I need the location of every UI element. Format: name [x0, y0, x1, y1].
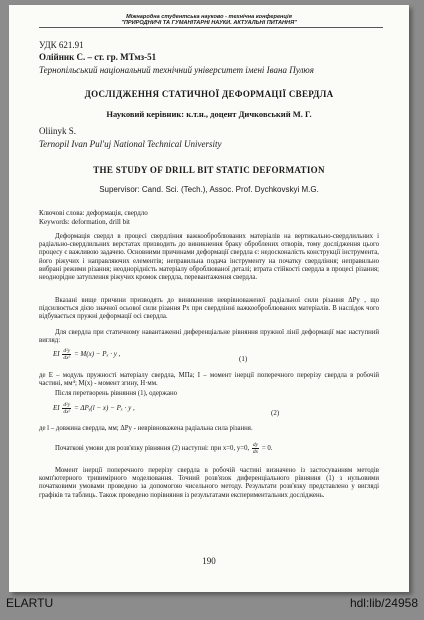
supervisor-ua: Науковий керівник: к.т.н., доцент Дичковський М. Г. [106, 109, 312, 119]
paragraph-length: де l – довжина свердла, мм; ΔPy - неврівноважена радіальна сила різання. [39, 425, 253, 432]
paragraph-symbols: де E – модуль пружності матеріалу свердла, МПа; I – момент інерції поперечного перерізу свердла в робочій частині, мм⁴; M(x) - момент згину, Н·мм. [39, 372, 379, 388]
author-en: Oliinyk S. [39, 126, 77, 136]
supervisor-en: Supervisor: Cand. Sci. (Tech.), Assoc. Prof. Dychkovskyi M.G. [99, 185, 319, 194]
initial-conditions: Початкові умови для розв'язку рівняння (2) наступні: при x=0, y=0, $\frac{dy}{dx}$ = 0. [55, 442, 273, 455]
paragraph-transform: Після перетворень рівняння (1), одержано [55, 390, 177, 397]
keywords-ua: Ключові слова: деформація, свердло [39, 209, 148, 217]
equation-1: EI $\frac{\text{d²y}}{\text{dx²}}$ = M(x) − Pₓ · y , [53, 348, 121, 361]
equation-2: EI $\frac{\text{d²y}}{\text{dx²}}$ = ΔPᵧ(l − x) − Pₓ · y , [53, 402, 135, 415]
page-number: 190 [202, 556, 216, 566]
equation-2-number: (2) [271, 409, 280, 417]
conference-line-1: Міжнародна студентська науково - технічна конференція [126, 14, 292, 20]
conference-line-2: "ПРИРОДНИЧІ ТА ГУМАНІТАРНІ НАУКИ. АКТУАЛЬНІ ПИТАННЯ" [121, 20, 297, 26]
university-en: Ternopil Ivan Pul'uj National Technical University [39, 139, 222, 149]
university-ua: Тернопільський національний технічний університет імені Івана Пулюя [39, 65, 314, 75]
paragraph-radial-force: Вказані вище причини призводять до виникнення неврівноваженої радіальної сили різання ΔPy , що підсилюється дією значної осьової сили різання Px при свердлінні важкооброблюваних матеріалів. В наслідок чого відбувається пружні деформації осі свердла. [39, 297, 379, 321]
header-rule [39, 27, 383, 28]
udc-code: УДК 621.91 [39, 40, 84, 50]
paper-page [9, 5, 409, 592]
author-ua: Олійник С. – ст. гр. МТмз-51 [39, 52, 157, 62]
equation-1-number: (1) [239, 355, 248, 363]
title-en: THE STUDY OF DRILL BIT STATIC DEFORMATION [93, 165, 325, 175]
paragraph-results: Момент інерції поперечного перерізу свердла в робочій частині визначено із застосуванням методів комп'ютерного тривимірного моделювання. Точний розв'язок диференціального рівняння (1) з нульовими початковими умовами проведено за допомогою чисельного методу. Результати розв'язку представлено у вигляді графіків та таблиць. Також проведено порівняння із результатами експериментальних досліджень. [39, 467, 379, 499]
paragraph-differential-equation: Для свердла при статичному навантаженні диференціальне рівняння пружної лінії деформації має наступний вигляд: [39, 329, 379, 345]
footer-left-label: ELARTU [6, 596, 54, 610]
paragraph-causes: Деформація свердл в процесі свердління важкооброблюваних матеріалів на вертикально-свердлильних і радіально-свердлильних верстатах призводить до виникнення браку оброблених отворів, тому дослідження цього процесу є важливою задачею. Основними причинами деформації свердла є: недосконалість конструкції інструмента, його ріжучих і направляючих елементів; неправильна подача інструменту на початку свердління; неправильно вибрані режими різання; неоднорідність матеріалу оброблюваної деталі; втрата стійкості свердла в процесі різання; неоднорідне затуплення ріжучих кромок свердла, перевантаження свердла. [39, 233, 379, 282]
footer-right-handle: hdl:lib/24958 [349, 596, 418, 610]
title-ua: ДОСЛІДЖЕННЯ СТАТИЧНОЇ ДЕФОРМАЦІЇ СВЕРДЛА [84, 89, 334, 99]
keywords-en: Keywords: deformation, drill bit [39, 218, 130, 226]
